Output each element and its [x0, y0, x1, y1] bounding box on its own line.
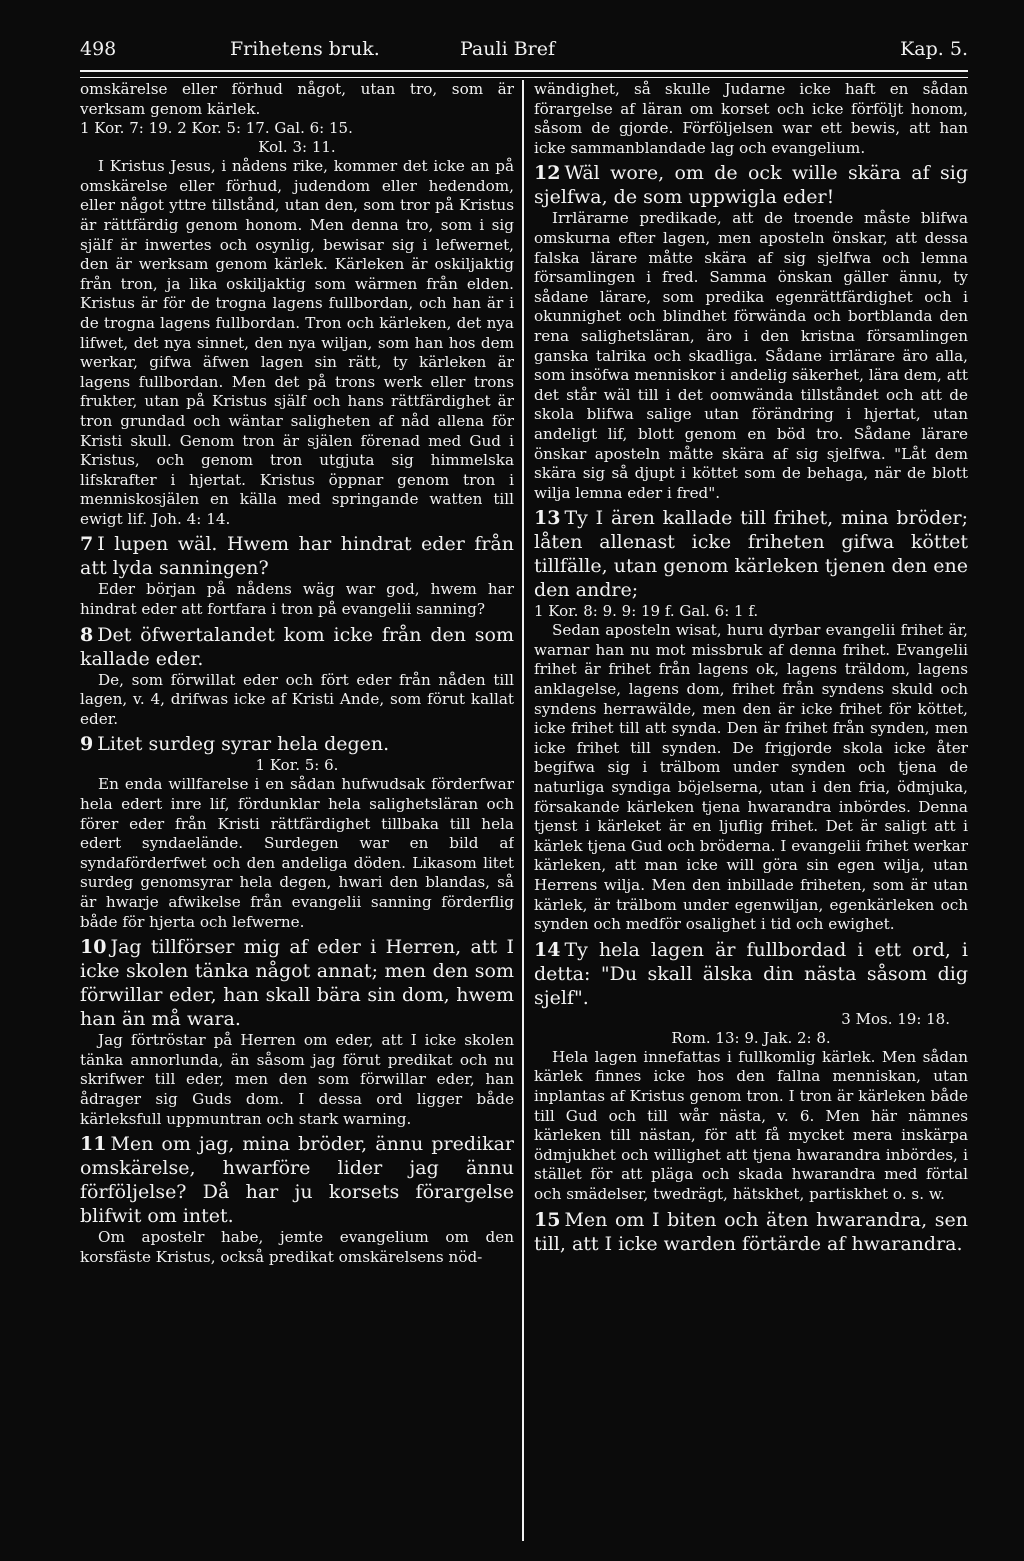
commentary-paragraph: Hela lagen innefattas i fullkomlig kärlek. Men sådan kärlek finnes icke hos den fallna menniskan, utan inplantas af Kristus genom tron. I tron är kärleken både till Gud och till wår nästa, v. 6. Men här nämnes kärleken till nästan, för att få mycket mera inskärpa ödmjukhet och willighet att tjena hwarandra inbördes, i stället för att pläga och skada hwarandra med förtal och smädelser, twedrägt, hätskhet, partiskhet o. s. w.: [534, 1047, 968, 1203]
chapter-label: Kap. 5.: [900, 38, 968, 60]
commentary-paragraph: Eder början på nådens wäg war god, hwem har hindrat eder att fortfara i tron på evangelii sanning?: [80, 580, 514, 619]
left-column: [80, 80, 514, 1541]
verse-number: 7: [80, 533, 94, 556]
verse-body: Det öfwertalandet kom icke från den som kallade eder.: [80, 623, 514, 670]
cross-reference: 1 Kor. 5: 6.: [255, 756, 339, 775]
verse-body: Jag tillförser mig af eder i Herren, att I icke skolen tänka något annat; men den som förwillar eder, han skall bära sin dom, hwem han än må wara.: [80, 936, 514, 1031]
verse-number: 10: [80, 936, 107, 959]
verse-number: 13: [534, 507, 561, 530]
cross-reference: 1 Kor. 8: 9. 9: 19 f. Gal. 6: 1 f.: [534, 602, 759, 621]
verse-body: Men om I biten och äten hwarandra, sen till, att I icke warden förtärde af hwarandra.: [534, 1208, 968, 1255]
commentary-paragraph: Irrlärarne predikade, att de troende måste blifwa omskurna efter lagen, men aposteln önskar, att dessa falska lärare måtte skära af sig sjelfwa och lemna församlingen i fred. Samma önskan gäller ännu, ty sådane lärare, som predika egenrättfärdighet och i okunnighet och blindhet förwända och bortblanda den rena salighetsläran, äro i den kristna församlingen ganska talrika och skadliga. Sådane irrlärare äro alla, som insöfwa menniskor i andelig säkerhet, lära dem, att det står wäl till i det oomwända tillståndet och att de skola blifwa salige utan förändring i hjertat, utan andeligt lif, blott genom en böd tro. Sådane lärare önskar aposteln måtte skära af sig sjelfwa. "Låt dem skära sig så djupt i köttet som de behaga, när de blott wilja lemna eder i fred".: [534, 209, 968, 502]
verse-number: 8: [80, 623, 94, 646]
verse-number: 14: [534, 938, 561, 961]
verse-number: 9: [80, 733, 94, 756]
verse-body: Ty hela lagen är fullbordad i ett ord, i detta: "Du skall älska din nästa såsom dig sjelf".: [534, 938, 968, 1009]
cross-reference: Kol. 3: 11.: [258, 138, 336, 157]
running-title-left: Frihetens bruk.: [230, 38, 380, 60]
verse-number: 15: [534, 1208, 561, 1231]
page-number: 498: [80, 38, 117, 60]
commentary-paragraph: Om apostelr habe, jemte evangelium om den korsfäste Kristus, också predikat omskärelsens nöd-: [80, 1228, 514, 1266]
verse-text: [80, 623, 514, 671]
verse-body: Wäl wore, om de ock wille skära af sig sjelfwa, de som uppwigla eder!: [534, 162, 968, 209]
commentary-paragraph: I Kristus Jesus, i nådens rike, kommer det icke an på omskärelse eller förhud, judendom eller hedendom, eller något yttre tillstånd, utan den, som tror på Kristus är rättfärdig genom honom. Men denna tro, som i sig själf är inwertes och osynlig, bewisar sig i lefwernet, den är werksam genom kärlek. Kärleken är oskiljaktig från tron, ja lika oskiljaktig som wärmen från elden. Kristus är för de trogna lagens fullbordan, och han är i de trogna lagens fullbordan. Tron och kärleken, det nya lifwet, det nya sinnet, den nya wiljan, som han hos dem werkar, gifwa äfwen lagen sin rätt, ty kärleken är lagens fullbordan. Men det på trons werk eller trons frukter, utan på Kristus själf och hans rättfärdighet är tron grundad och wäntar saligheten af nåd allena för Kristi skull. Genom tron är själen förenad med Gud i Kristus, och genom tron utgjuta sig himmelska lifskrafter i hjertat. Kristus öppnar genom tron i menniskosjälen en källa med springande watten till ewigt lif. Joh. 4: 14.: [80, 157, 514, 528]
cross-reference: 1 Kor. 7: 19. 2 Kor. 5: 17. Gal. 6: 15.: [80, 119, 353, 138]
verse-text: [534, 1208, 968, 1256]
commentary-paragraph: Jag förtröstar på Herren om eder, att I icke skolen tänka annorlunda, än såsom jag förut predikat och nu skrifwer till eder, men den som förwillar eder, han ådrager sig Guds dom. I dessa ord ligger både kärleksfull uppmuntran och stark warning.: [80, 1031, 514, 1128]
running-title-center: Pauli Bref: [460, 38, 556, 60]
verse-body: Ty I ären kallade till frihet, mina bröder; låten allenast icke friheten gifwa köttet tillfälle, utan genom kärleken tjenen den ene den andre;: [534, 507, 968, 602]
verse-text: [80, 532, 514, 580]
commentary-paragraph: De, som förwillat eder och fört eder från nåden till lagen, v. 4, drifwas icke af Kristi Ande, som förut kallat eder.: [80, 670, 514, 728]
verse-text: [80, 935, 514, 1031]
continued-text: wändighet, så skulle Judarne icke haft en sådan förargelse af läran om korset och icke förföljt honom, såsom de gjorde. Förföljelsen war ett bewis, att han icke sammanblandade lag och evangelium.: [534, 80, 968, 157]
header-rule: [80, 70, 968, 78]
right-column: [522, 80, 968, 1541]
verse-text: [80, 732, 514, 756]
commentary-paragraph: En enda willfarelse i en sådan hufwudsak förderfwar hela edert inre lif, fördunklar hela salighetsläran och förer eder från Kristi rättfärdighet tillbaka till hela edert syndaelände. Surdegen war en bild af syndaförderfwet och den andeliga döden. Likasom litet surdeg genomsyrar hela degen, hwari den blandas, så är hwarje afwikelse från evangelii sanning förderflig både för hjerta och lefwerne.: [80, 775, 514, 931]
continued-text: omskärelse eller förhud något, utan tro, som är verksam genom kärlek.: [80, 80, 514, 118]
verse-text: [534, 161, 968, 209]
text-columns: [80, 80, 968, 1541]
verse-text: [80, 1132, 514, 1228]
running-head: [80, 34, 968, 64]
cross-reference: 3 Mos. 19: 18.: [841, 1009, 950, 1028]
verse-body: I lupen wäl. Hwem har hindrat eder från att lyda sanningen?: [80, 533, 514, 580]
verse-number: 12: [534, 162, 561, 185]
verse-number: 11: [80, 1133, 107, 1156]
verse-body: Litet surdeg syrar hela degen.: [97, 733, 390, 756]
verse-text: [534, 938, 968, 1010]
commentary-paragraph: Sedan aposteln wisat, huru dyrbar evangelii frihet är, warnar han nu mot missbruk af denna frihet. Evangelii frihet är frihet från lagens ok, lagens träldom, lagens anklagelse, lagens dom, frihet från syndens skuld och syndens herrawälde, men den är icke frihet för köttet, icke frihet till att synda. Den är frihet från synden, men icke frihet till synden. De frigjorde skola icke åter begifwa sig i trälbom under synden och tjena de naturliga syndiga böjelserna, utan i den fria, ödmjuka, försakande kärleken tjena hwarandra inbördes. Denna tjenst i kärleket är en ljuflig frihet. Det är saligt att i kärlek tjena Gud och bröderna. I evangelii frihet werkar kärleken, att man icke will göra sin egen wilja, utan Herrens wilja. Men den inbillade friheten, som är utan kärlek, är trälbom under egenwiljan, egenkärleken och synden och medför osalighet i tid och ewighet.: [534, 621, 968, 934]
cross-reference: Rom. 13: 9. Jak. 2: 8.: [671, 1028, 831, 1047]
verse-text: [534, 506, 968, 602]
verse-body: Men om jag, mina bröder, ännu predikar omskärelse, hwarföre lider jag ännu förföljelse? Då har ju korsets förargelse blifwit om intet.: [80, 1133, 514, 1228]
